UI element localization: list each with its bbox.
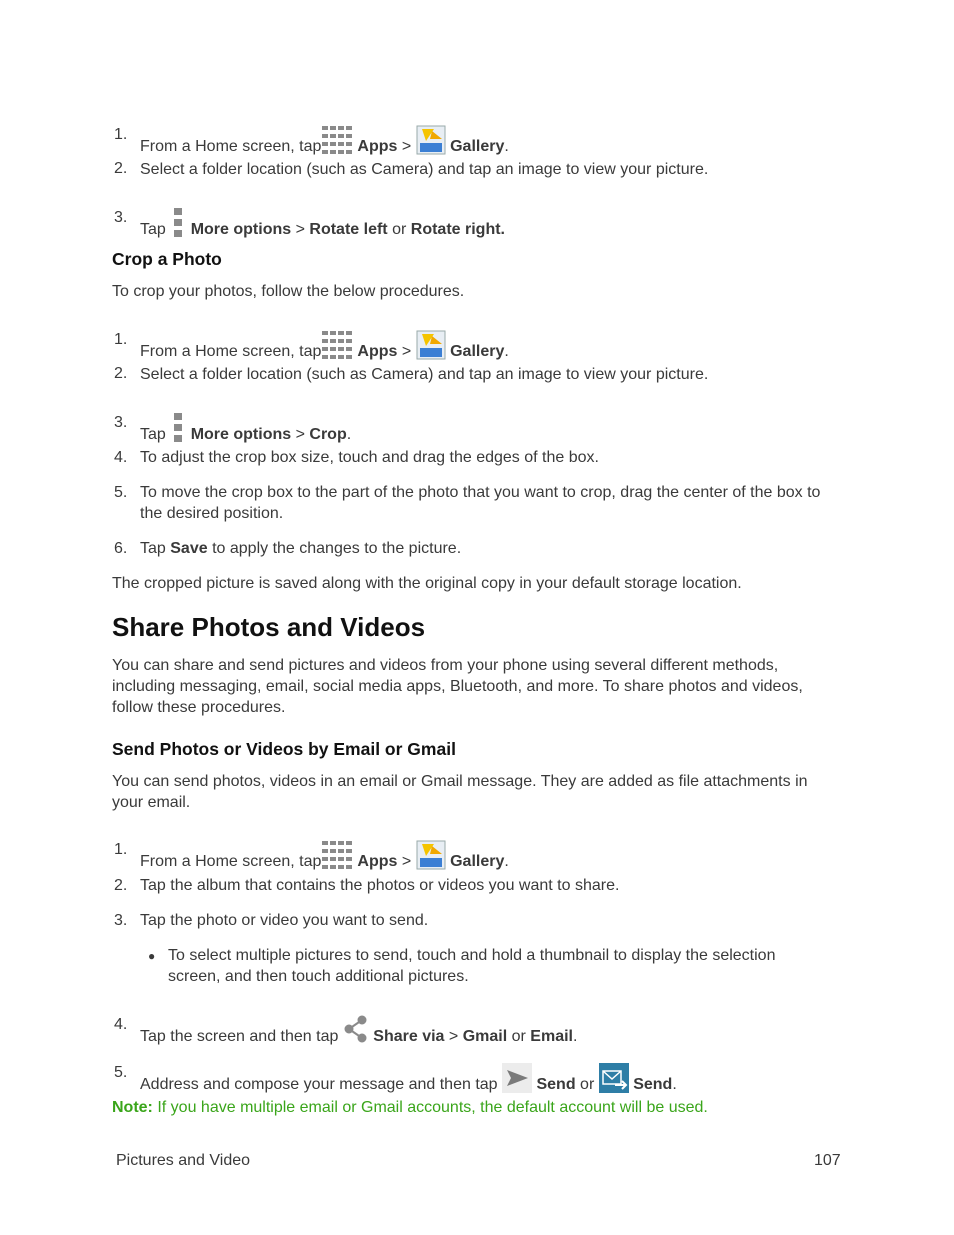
step-number: 2. [114,365,128,382]
separator: > [401,343,412,360]
step-text: To move the crop box to the part of the photo that you want to crop, drag the center of the box to the desired position. [140,484,821,522]
send-heading: Send Photos or Videos by Email or Gmail [112,739,456,759]
punct: . [346,426,352,443]
send-label: Send [633,1076,673,1093]
step-number: 5. [114,484,128,501]
step-text [140,538,461,559]
punct: . [572,1028,578,1045]
step-label: From a Home screen, tap [140,853,322,870]
step-label: From a Home screen, tap [140,138,322,155]
share-via-label: Share via [373,1028,445,1045]
crop-closing: The cropped picture is saved along with the original copy in your default storage location. [112,575,742,592]
step-number: 4. [114,449,128,466]
note-label: Note: [112,1099,153,1116]
more-options-icon [170,208,186,238]
or-text: or [580,1076,595,1093]
step-number: 2. [114,160,128,177]
bullet-text: To select multiple pictures to send, touch and hold a thumbnail to display the selection screen, and then touch additional pictures. [168,947,776,985]
step-text [140,1063,677,1095]
share-heading: Share Photos and Videos [112,612,426,642]
separator: > [295,221,305,238]
step-label: From a Home screen, tap [140,343,322,360]
punct: . [504,343,509,360]
step-text [140,840,509,872]
more-options-icon [170,413,186,443]
apps-label: Apps [357,138,398,155]
or-text: or [511,1028,526,1045]
step-label: Tap [140,426,166,443]
separator: > [448,1028,459,1045]
separator: > [401,138,412,155]
apps-label: Apps [357,853,398,870]
gallery-label: Gallery [450,853,505,870]
crop-intro: To crop your photos, follow the below procedures. [112,283,465,300]
gallery-icon [416,840,446,870]
apps-grid-icon [321,840,357,870]
more-options-label: More options [190,221,292,238]
send-label: Send [536,1076,576,1093]
step-number: 5. [114,1064,128,1081]
more-options-label: More options [190,426,292,443]
step-label: Tap the screen and then tap [140,1028,339,1045]
note [112,1097,708,1118]
apps-label: Apps [357,343,398,360]
footer-section: Pictures and Video [116,1152,251,1169]
step-text: Tap the photo or video you want to send. [140,912,429,929]
rotate-right-label: Rotate right. [410,221,505,238]
step-number: 1. [114,126,128,143]
punct: . [504,138,509,155]
gmail-label: Gmail [462,1028,508,1045]
gallery-label: Gallery [450,343,505,360]
step-number: 1. [114,331,128,348]
step-label: Tap [140,540,166,557]
apps-grid-icon [321,125,357,155]
gallery-icon [416,330,446,360]
apps-grid-icon [321,330,357,360]
step-text [140,125,509,157]
step-label: Address and compose your message and then tap [140,1076,498,1093]
gallery-label: Gallery [450,138,505,155]
step-label: to apply the changes to the picture. [212,540,462,557]
crop-label: Crop [309,426,347,443]
email-label: Email [530,1028,573,1045]
step-number: 3. [114,912,128,929]
step-number: 2. [114,877,128,894]
step-text [140,208,505,240]
step-text: Select a folder location (such as Camera) and tap an image to view your picture. [140,366,709,383]
step-text: Select a folder location (such as Camera) and tap an image to view your picture. [140,161,709,178]
bullet-dot: ● [148,949,156,963]
save-label: Save [170,540,208,557]
share-icon [343,1015,369,1043]
or-text: or [392,221,407,238]
step-label: Tap [140,221,166,238]
step-text [140,1015,577,1047]
crop-heading: Crop a Photo [112,249,222,269]
send-email-icon [599,1063,629,1093]
separator: > [401,853,412,870]
step-number: 1. [114,841,128,858]
step-text [140,413,351,445]
step-text: To adjust the crop box size, touch and drag the edges of the box. [140,449,599,466]
page-number: 107 [814,1152,841,1169]
rotate-left-label: Rotate left [309,221,388,238]
step-text: Tap the album that contains the photos or videos you want to share. [140,877,620,894]
punct: . [672,1076,677,1093]
punct: . [504,853,509,870]
share-intro: You can share and send pictures and videos from your phone using several different methods, including messaging, email, social media apps, Bluetooth, and more. To share photos and videos, follow these procedures. [112,657,803,716]
step-number: 4. [114,1016,128,1033]
step-number: 3. [114,209,128,226]
note-text: If you have multiple email or Gmail accounts, the default account will be used. [157,1099,708,1116]
step-number: 3. [114,414,128,431]
gallery-icon [416,125,446,155]
separator: > [295,426,305,443]
step-text [140,330,509,362]
send-intro: You can send photos, videos in an email or Gmail message. They are added as file attachments in your email. [112,773,808,811]
step-number: 6. [114,540,128,557]
send-arrow-icon [502,1063,532,1093]
